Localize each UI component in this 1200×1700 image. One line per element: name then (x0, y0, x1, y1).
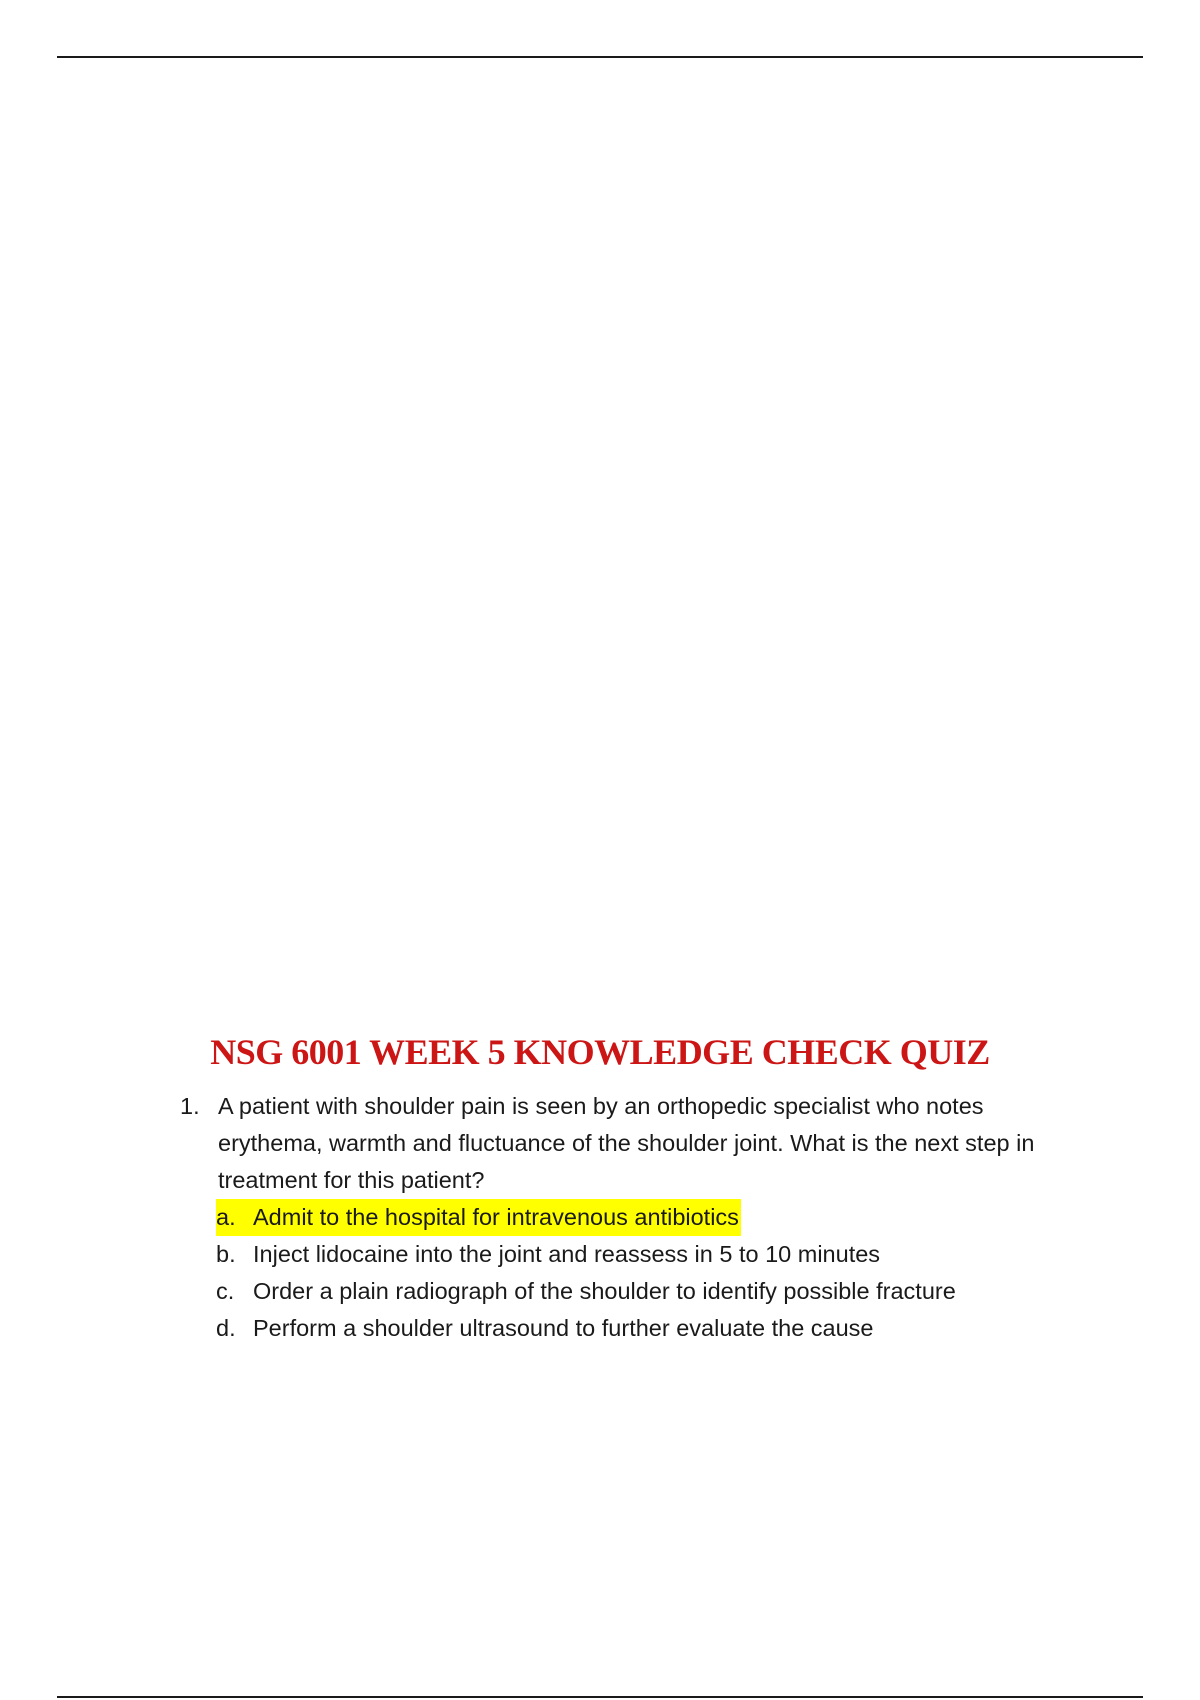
option-text: Perform a shoulder ultrasound to further evaluate the cause (253, 1315, 874, 1341)
option-text: Admit to the hospital for intravenous antibiotics (253, 1204, 739, 1230)
option-c (216, 1273, 1076, 1310)
option-b (216, 1236, 1076, 1273)
question-number: 1. (180, 1093, 200, 1119)
option-letter: a. (216, 1204, 236, 1230)
highlighted-answer (216, 1199, 741, 1236)
page-title: NSG 6001 WEEK 5 KNOWLEDGE CHECK QUIZ (210, 1032, 990, 1072)
header-rule (57, 56, 1143, 58)
option-a (216, 1199, 1076, 1236)
question-text: A patient with shoulder pain is seen by an orthopedic specialist who notes erythema, warmth and fluctuance of the shoulder joint. What is the next step in treatment for this patient? (218, 1093, 1035, 1193)
option-letter: d. (216, 1315, 236, 1341)
option-letter: b. (216, 1241, 236, 1267)
option-text: Inject lidocaine into the joint and reassess in 5 to 10 minutes (253, 1241, 881, 1267)
option-text: Order a plain radiograph of the shoulder to identify possible fracture (253, 1278, 956, 1304)
answer-options (216, 1199, 1076, 1347)
question-1 (180, 1088, 1060, 1199)
option-letter: c. (216, 1278, 235, 1304)
footer-rule (57, 1696, 1143, 1698)
option-d (216, 1310, 1076, 1347)
